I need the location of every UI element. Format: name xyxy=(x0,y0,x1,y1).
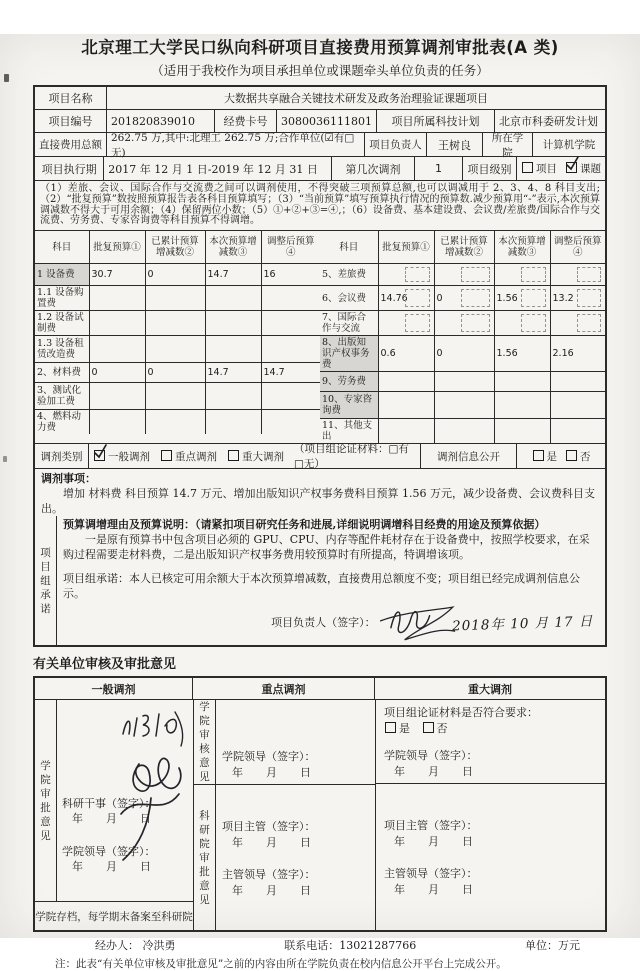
budget-table-left xyxy=(35,231,320,434)
header-adjusted: 调整后预算④ xyxy=(550,231,605,264)
fund-card-label: 经费卡号 xyxy=(215,110,277,132)
unit-label: 单位： xyxy=(524,939,558,953)
footer-line xyxy=(95,937,580,953)
research-office-side-label: 科研院审批意见 xyxy=(194,785,216,930)
budget-cell xyxy=(261,311,320,336)
budget-cell xyxy=(145,383,205,410)
major-adjustment-cell xyxy=(375,700,605,930)
direct-cost-row xyxy=(35,133,605,157)
level-option-project xyxy=(521,161,557,176)
budget-cell xyxy=(261,286,320,311)
budget-cell xyxy=(89,383,145,410)
project-number-value: 201820839010 xyxy=(107,110,215,132)
phone-field xyxy=(284,937,416,953)
checkbox-unchecked-icon xyxy=(522,162,533,173)
budget-cell: 1.56 xyxy=(494,286,550,311)
form-instructions: （1）差旅、会议、国际合作与交流费之间可以调剂使用，不得突破三项预算总额,也可以调减用于 2、3、4、8 科目支出;（2）“批复预算”数按照预算报告表各科目预算填写；（3）“当前预算”填写预算执行情况的预算数.减少预算用“-”表示,本次预算调减数不得大于可用余额；（4）保留两位小数；（5）①+②+③=④,；（6）设备费、基本建设费、会议费/差旅费/国际合作与交流费、劳务费、专家咨询费等科目预算不得调增。 xyxy=(35,181,605,231)
header-approved: 批复预算① xyxy=(378,231,434,264)
budget-cell xyxy=(550,264,605,286)
approval-header-row xyxy=(35,678,605,700)
budget-cell xyxy=(434,419,494,444)
option-key-adjustment xyxy=(160,449,217,464)
option-label: 否 xyxy=(580,450,591,463)
col-key: 重点调剂 xyxy=(193,678,375,699)
budget-cell xyxy=(550,392,605,419)
budget-cell xyxy=(145,311,205,336)
budget-cell xyxy=(494,264,550,286)
subject-cell: 4、燃料动力费 xyxy=(35,410,89,435)
supervisor-sign-label: 主管领导（签字）： xyxy=(384,867,478,881)
header-accumulated: 已累计预算增减数② xyxy=(145,231,205,264)
budget-cell xyxy=(378,264,434,286)
scan-artifact xyxy=(3,456,7,462)
budget-cell: 0 xyxy=(145,264,205,286)
subject-cell: 10、专家咨询费 xyxy=(320,392,378,419)
budget-cell xyxy=(89,410,145,435)
budget-cell: 0 xyxy=(434,336,494,372)
budget-row xyxy=(320,264,605,286)
materials-options xyxy=(384,720,597,736)
category-row xyxy=(35,444,605,469)
handwritten-date: 2018年 10 月 17 日 xyxy=(451,613,594,635)
unit-value: 万元 xyxy=(557,939,580,953)
project-manager-sign-label: 项目主管（签字）： xyxy=(222,819,316,833)
option-label: 是 xyxy=(399,722,410,736)
budget-row xyxy=(35,383,320,410)
budget-cell: 14.7 xyxy=(261,363,320,383)
checkbox-unchecked-icon xyxy=(385,722,396,733)
budget-cell xyxy=(378,311,434,336)
budget-row xyxy=(320,392,605,419)
budget-cell xyxy=(494,392,550,419)
budget-row xyxy=(35,311,320,336)
budget-cell: 0.6 xyxy=(378,336,434,372)
budget-cell: 14.7 xyxy=(205,363,261,383)
option-label: 是 xyxy=(546,450,557,463)
budget-cell: 14.7 xyxy=(205,264,261,286)
level-label: 项目级别 xyxy=(463,157,517,180)
approval-table xyxy=(33,676,607,932)
budget-cell: 30.7 xyxy=(89,264,145,286)
footer-note: 注：此表“有关单位审核及审批意见”之前的内容由所在学院负责在校内信息公开平台上完成公开。 xyxy=(55,958,507,971)
commitment-section xyxy=(35,469,605,645)
direct-total-label: 直接费用总额 xyxy=(35,133,107,156)
budget-cell xyxy=(550,311,605,336)
date-placeholder: 年 月 日 xyxy=(232,883,317,897)
budget-row xyxy=(35,363,320,383)
budget-cell: 13.2 xyxy=(550,286,605,311)
college-leader-sign-label: 学院领导（签字）： xyxy=(222,750,316,764)
subject-cell: 11、其他支出 xyxy=(320,419,378,444)
project-manager-sign-block xyxy=(222,818,369,850)
budget-cell xyxy=(378,392,434,419)
option-label: 重大调剂 xyxy=(242,450,284,463)
staff-sign-block xyxy=(62,796,157,826)
college-leader-sign-label: 学院领导（签字）： xyxy=(384,749,478,763)
staff-sign-label: 科研干事（签字）： xyxy=(62,797,156,811)
adjust-times-value: 1 xyxy=(415,157,463,180)
level-option-label: 课题 xyxy=(580,163,601,175)
key-adjustment-cell xyxy=(193,700,375,930)
header-current: 本次预算增减数③ xyxy=(494,231,550,264)
supervisor-sign-block xyxy=(222,866,369,898)
project-name-label: 项目名称 xyxy=(35,87,107,109)
option-major-adjustment xyxy=(227,449,284,464)
subject-cell: 2、材料费 xyxy=(35,363,89,383)
date-placeholder: 年 月 日 xyxy=(232,835,317,849)
subject-cell: 1.3 设备租赁改造费 xyxy=(35,336,89,363)
budget-cell: 1.56 xyxy=(494,336,550,372)
budget-row xyxy=(35,336,320,363)
budget-cell xyxy=(434,264,494,286)
budget-cell: 14.76 xyxy=(378,286,434,311)
plan-value: 北京市科委研发计划 xyxy=(499,115,598,128)
header-approved: 批复预算① xyxy=(89,231,145,264)
subject-cell: 6、会议费 xyxy=(320,286,378,311)
leader-value: 王树良 xyxy=(427,133,483,156)
date-placeholder: 年 月 日 xyxy=(72,860,157,874)
project-manager-sign-block xyxy=(384,817,597,849)
publicity-options xyxy=(517,444,605,468)
budget-cell: 2.16 xyxy=(550,336,605,372)
general-adjustment-cell xyxy=(35,700,193,930)
budget-cell xyxy=(205,286,261,311)
agent-label: 经办人： xyxy=(95,939,139,953)
option-no xyxy=(422,722,448,735)
promise-text: 项目组承诺：本人已核定可用余额大于本次预算增减数，直接费用总额度不变；项目组已经完成调剂信息公示。 xyxy=(63,572,580,601)
budget-row xyxy=(35,264,320,286)
page-subtitle: （适用于我校作为项目承担单位或课题牵头单位负责的任务） xyxy=(151,63,489,78)
level-option-label: 项目 xyxy=(536,163,557,175)
supervisor-sign-block xyxy=(384,865,597,897)
date-placeholder: 年 月 日 xyxy=(394,835,479,849)
budget-table-right xyxy=(320,231,605,443)
subject-cell: 1.1 设备购置费 xyxy=(35,286,89,311)
scanned-form-page xyxy=(0,34,640,971)
budget-row xyxy=(320,311,605,336)
period-value: 2017 年 12 月 1 日-2019 年 12 月 31 日 xyxy=(104,157,332,180)
budget-cell: 0 xyxy=(145,363,205,383)
period-row xyxy=(35,157,605,181)
project-manager-sign-label: 项目主管（签字）： xyxy=(384,819,478,833)
budget-header-row xyxy=(35,231,320,264)
school-label: 所在学院 xyxy=(483,133,533,156)
budget-header-row xyxy=(320,231,605,264)
budget-cell xyxy=(89,286,145,311)
header-subject: 科目 xyxy=(320,231,378,264)
budget-cell xyxy=(89,311,145,336)
budget-cell xyxy=(494,311,550,336)
reason-text: 一是原有预算书中包含项目必须的 GPU、CPU、内存等配件耗材存在于设备费中，按照学校要求，在采购过程需要走材料费，二是出版知识产权事务费用较预算时有所提高，特调增该项。 xyxy=(63,533,590,562)
period-label: 项目执行期 xyxy=(35,157,104,180)
college-leader-sign-label: 学院领导（签字）： xyxy=(62,845,156,859)
checkbox-unchecked-icon xyxy=(566,450,577,461)
subject-cell: 8、出版知识产权事务费 xyxy=(320,336,378,372)
budget-cell: 0 xyxy=(434,286,494,311)
option-label: 一般调剂 xyxy=(108,450,150,463)
page-title: 北京理工大学民口纵向科研项目直接费用预算调剂审批表(A 类) xyxy=(81,38,559,57)
college-approval-side-label: 学院审批意见 xyxy=(35,700,57,901)
checkbox-unchecked-icon xyxy=(161,450,172,461)
header-adjusted: 调整后预算④ xyxy=(261,231,320,264)
budget-cell xyxy=(434,392,494,419)
date-placeholder: 年 月 日 xyxy=(72,812,157,826)
budget-cell xyxy=(378,419,434,444)
project-number-label: 项目编号 xyxy=(35,110,107,132)
plan-label: 项目所属科技计划 xyxy=(377,110,495,132)
adjustment-item-title: 调剂事项： xyxy=(41,472,96,486)
budget-cell xyxy=(205,410,261,435)
college-review-side-label: 学院审核意见 xyxy=(194,700,216,784)
budget-cell xyxy=(434,311,494,336)
option-label: 重点调剂 xyxy=(175,450,217,463)
leader-label: 项目负责人 xyxy=(365,133,427,156)
budget-cell xyxy=(205,383,261,410)
option-yes xyxy=(532,449,558,464)
subject-cell: 7、国际合作与交流 xyxy=(320,311,378,336)
date-placeholder: 年 月 日 xyxy=(232,766,317,780)
agent-name: 冷洪勇 xyxy=(142,939,176,953)
budget-cell: 16 xyxy=(261,264,320,286)
header-accumulated: 已累计预算增减数② xyxy=(434,231,494,264)
school-value: 计算机学院 xyxy=(542,139,596,151)
header-current: 本次预算增减数③ xyxy=(205,231,261,264)
subject-cell: 1 设备费 xyxy=(35,264,89,286)
option-yes xyxy=(384,722,410,735)
budget-row xyxy=(320,419,605,444)
agent-field xyxy=(95,937,176,953)
archive-note: 学院存档，每学期末备案至科研院 xyxy=(35,901,193,930)
budget-cell xyxy=(550,419,605,444)
subject-cell: 9、劳务费 xyxy=(320,372,378,392)
budget-row xyxy=(320,372,605,392)
option-no xyxy=(565,449,591,464)
level-options xyxy=(517,157,605,180)
budget-cell xyxy=(145,410,205,435)
budget-section xyxy=(35,231,605,444)
materials-question: 项目组论证材料是否符合要求： xyxy=(384,706,538,720)
budget-cell xyxy=(261,336,320,363)
category-options xyxy=(89,443,421,471)
unit-field xyxy=(525,937,580,953)
leader-signature xyxy=(372,597,458,643)
checkbox-unchecked-icon xyxy=(228,450,239,461)
fund-card-value: 3080036111801 xyxy=(277,110,377,132)
budget-cell xyxy=(261,410,320,435)
project-name-row xyxy=(35,87,605,110)
budget-cell: 0 xyxy=(89,363,145,383)
leader-sign-label: 项目负责人（签字）： xyxy=(271,616,376,630)
subject-cell: 3、测试化验加工费 xyxy=(35,383,89,410)
checkbox-unchecked-icon xyxy=(423,722,434,733)
checkbox-checked-icon xyxy=(566,162,577,173)
phone-number: 13021287766 xyxy=(339,939,417,953)
college-leader-sign-block xyxy=(62,844,157,874)
publicity-label: 调剂信息公开 xyxy=(421,444,517,468)
phone-label: 联系电话： xyxy=(284,939,340,953)
subject-cell: 5、差旅费 xyxy=(320,264,378,286)
checkbox-unchecked-icon xyxy=(533,450,544,461)
budget-cell xyxy=(205,311,261,336)
handwritten-date-scribble xyxy=(115,704,191,752)
col-major: 重大调剂 xyxy=(468,682,512,696)
budget-row xyxy=(35,410,320,435)
main-form xyxy=(33,85,607,647)
budget-cell xyxy=(434,372,494,392)
budget-cell xyxy=(378,372,434,392)
date-placeholder: 年 月 日 xyxy=(394,765,479,779)
header-subject: 科目 xyxy=(35,231,89,264)
subject-cell: 1.2 设备试制费 xyxy=(35,311,89,336)
budget-cell xyxy=(261,383,320,410)
budget-cell xyxy=(145,286,205,311)
leader-signature-row xyxy=(63,603,599,641)
direct-total-value: 262.75 万,其中:北理工 262.75 万;合作单位(☑有□无) xyxy=(107,133,365,156)
category-label: 调剂类别 xyxy=(35,444,89,468)
budget-row xyxy=(320,336,605,372)
col-general: 一般调剂 xyxy=(35,678,193,699)
budget-cell xyxy=(145,336,205,363)
project-name-value: 大数据共享融合关键技术研发及政务治理验证课题项目 xyxy=(224,92,488,105)
option-label: 否 xyxy=(436,722,448,736)
budget-cell xyxy=(205,336,261,363)
budget-row xyxy=(35,286,320,311)
budget-cell xyxy=(550,372,605,392)
date-placeholder: 年 月 日 xyxy=(394,883,479,897)
scan-artifact xyxy=(4,74,9,82)
budget-row xyxy=(320,286,605,311)
checkbox-checked-icon xyxy=(94,450,105,461)
adjustment-item-text: 增加 材料费 科目预算 14.7 万元、增加出版知识产权事务费科目预算 1.56 万元，减少设备费、会议费科目支出。 xyxy=(41,487,595,516)
budget-cell xyxy=(89,336,145,363)
commitment-side-label: 项目组承诺 xyxy=(35,516,57,645)
materials-note: （项目组论证材料：□有 □无） xyxy=(294,443,409,471)
adjust-times-label: 第几次调剂 xyxy=(332,157,415,180)
budget-cell xyxy=(494,419,550,444)
level-option-topic xyxy=(565,161,601,176)
option-general-adjustment xyxy=(93,449,150,464)
budget-cell xyxy=(494,372,550,392)
approval-section-heading: 有关单位审核及审批意见 xyxy=(33,657,177,673)
supervisor-sign-label: 主管领导（签字）： xyxy=(222,867,316,881)
reason-title: 预算调增理由及预算说明：（请紧扣项目研究任务和进展,详细说明调增科目经费的用途及预算依据） xyxy=(63,518,546,532)
